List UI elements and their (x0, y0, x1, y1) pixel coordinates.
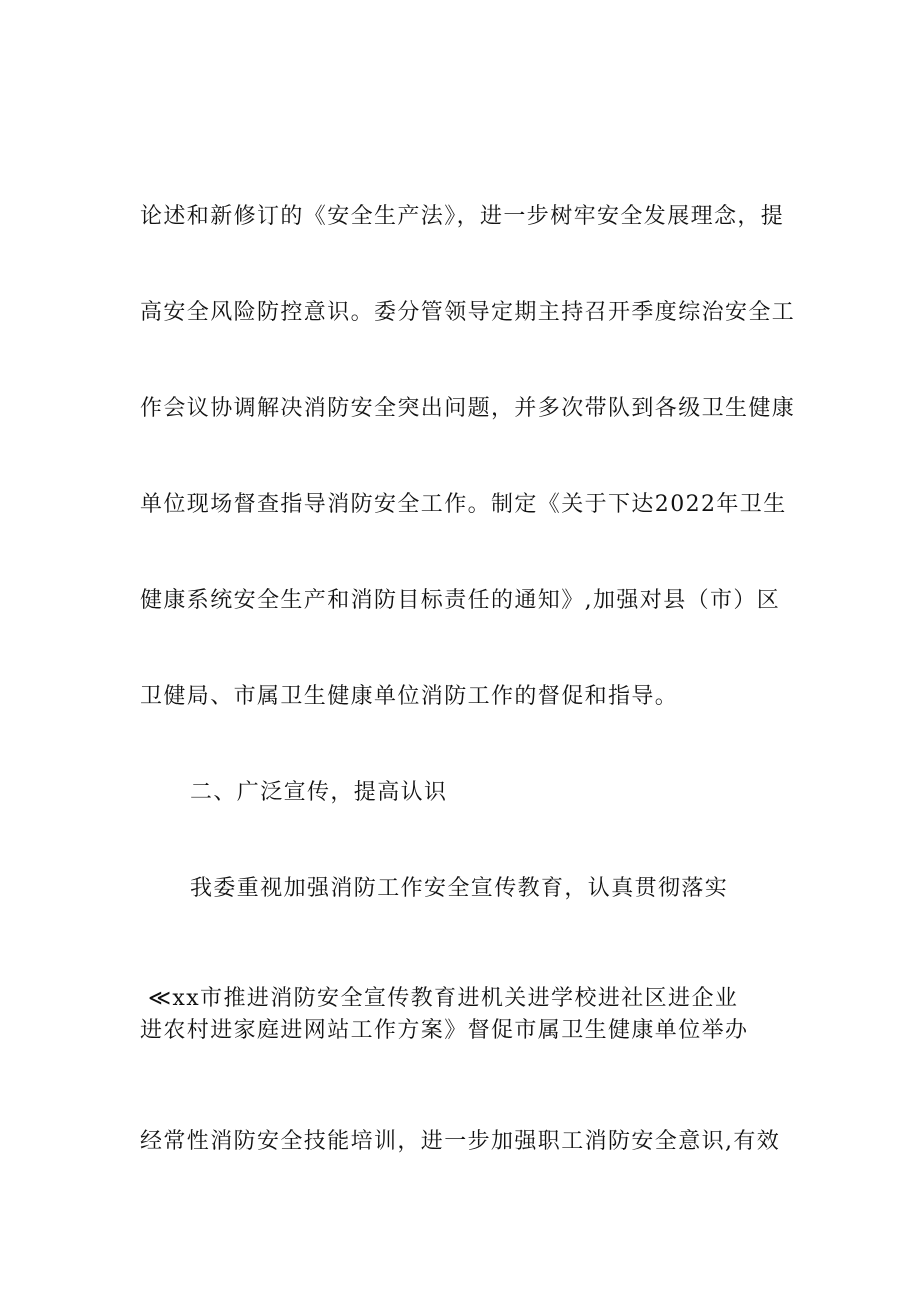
paragraph-line: 高安全风险防控意识。委分管领导定期主持召开季度综治安全工 (140, 300, 796, 325)
paragraph-line: 经常性消防安全技能培训，进一步加强职工消防安全意识,有效 (140, 1129, 781, 1154)
paragraph-line: 我委重视加强消防工作安全宣传教育，认真贯彻落实 (190, 876, 729, 901)
paragraph-line: 健康系统安全生产和消防目标责任的通知》,加强对县（市）区 (140, 588, 781, 613)
section-heading: 二、广泛宣传，提高认识 (190, 780, 448, 805)
paragraph-line: 作会议协调解决消防安全突出问题，并多次带队到各级卫生健康 (140, 396, 796, 421)
paragraph-line: 单位现场督查指导消防安全工作。制定《关于下达2022年卫生 (140, 492, 787, 517)
paragraph-line: 进农村进家庭进网站工作方案》督促市属卫生健康单位举办 (140, 1018, 749, 1043)
paragraph-line: 卫健局、市属卫生健康单位消防工作的督促和指导。 (140, 684, 679, 709)
paragraph-line: 论述和新修订的《安全生产法》，进一步树牢安全发展理念，提 (140, 204, 785, 229)
paragraph-line: ≪xx市推进消防安全宣传教育进机关进学校进社区进企业 (148, 986, 739, 1011)
